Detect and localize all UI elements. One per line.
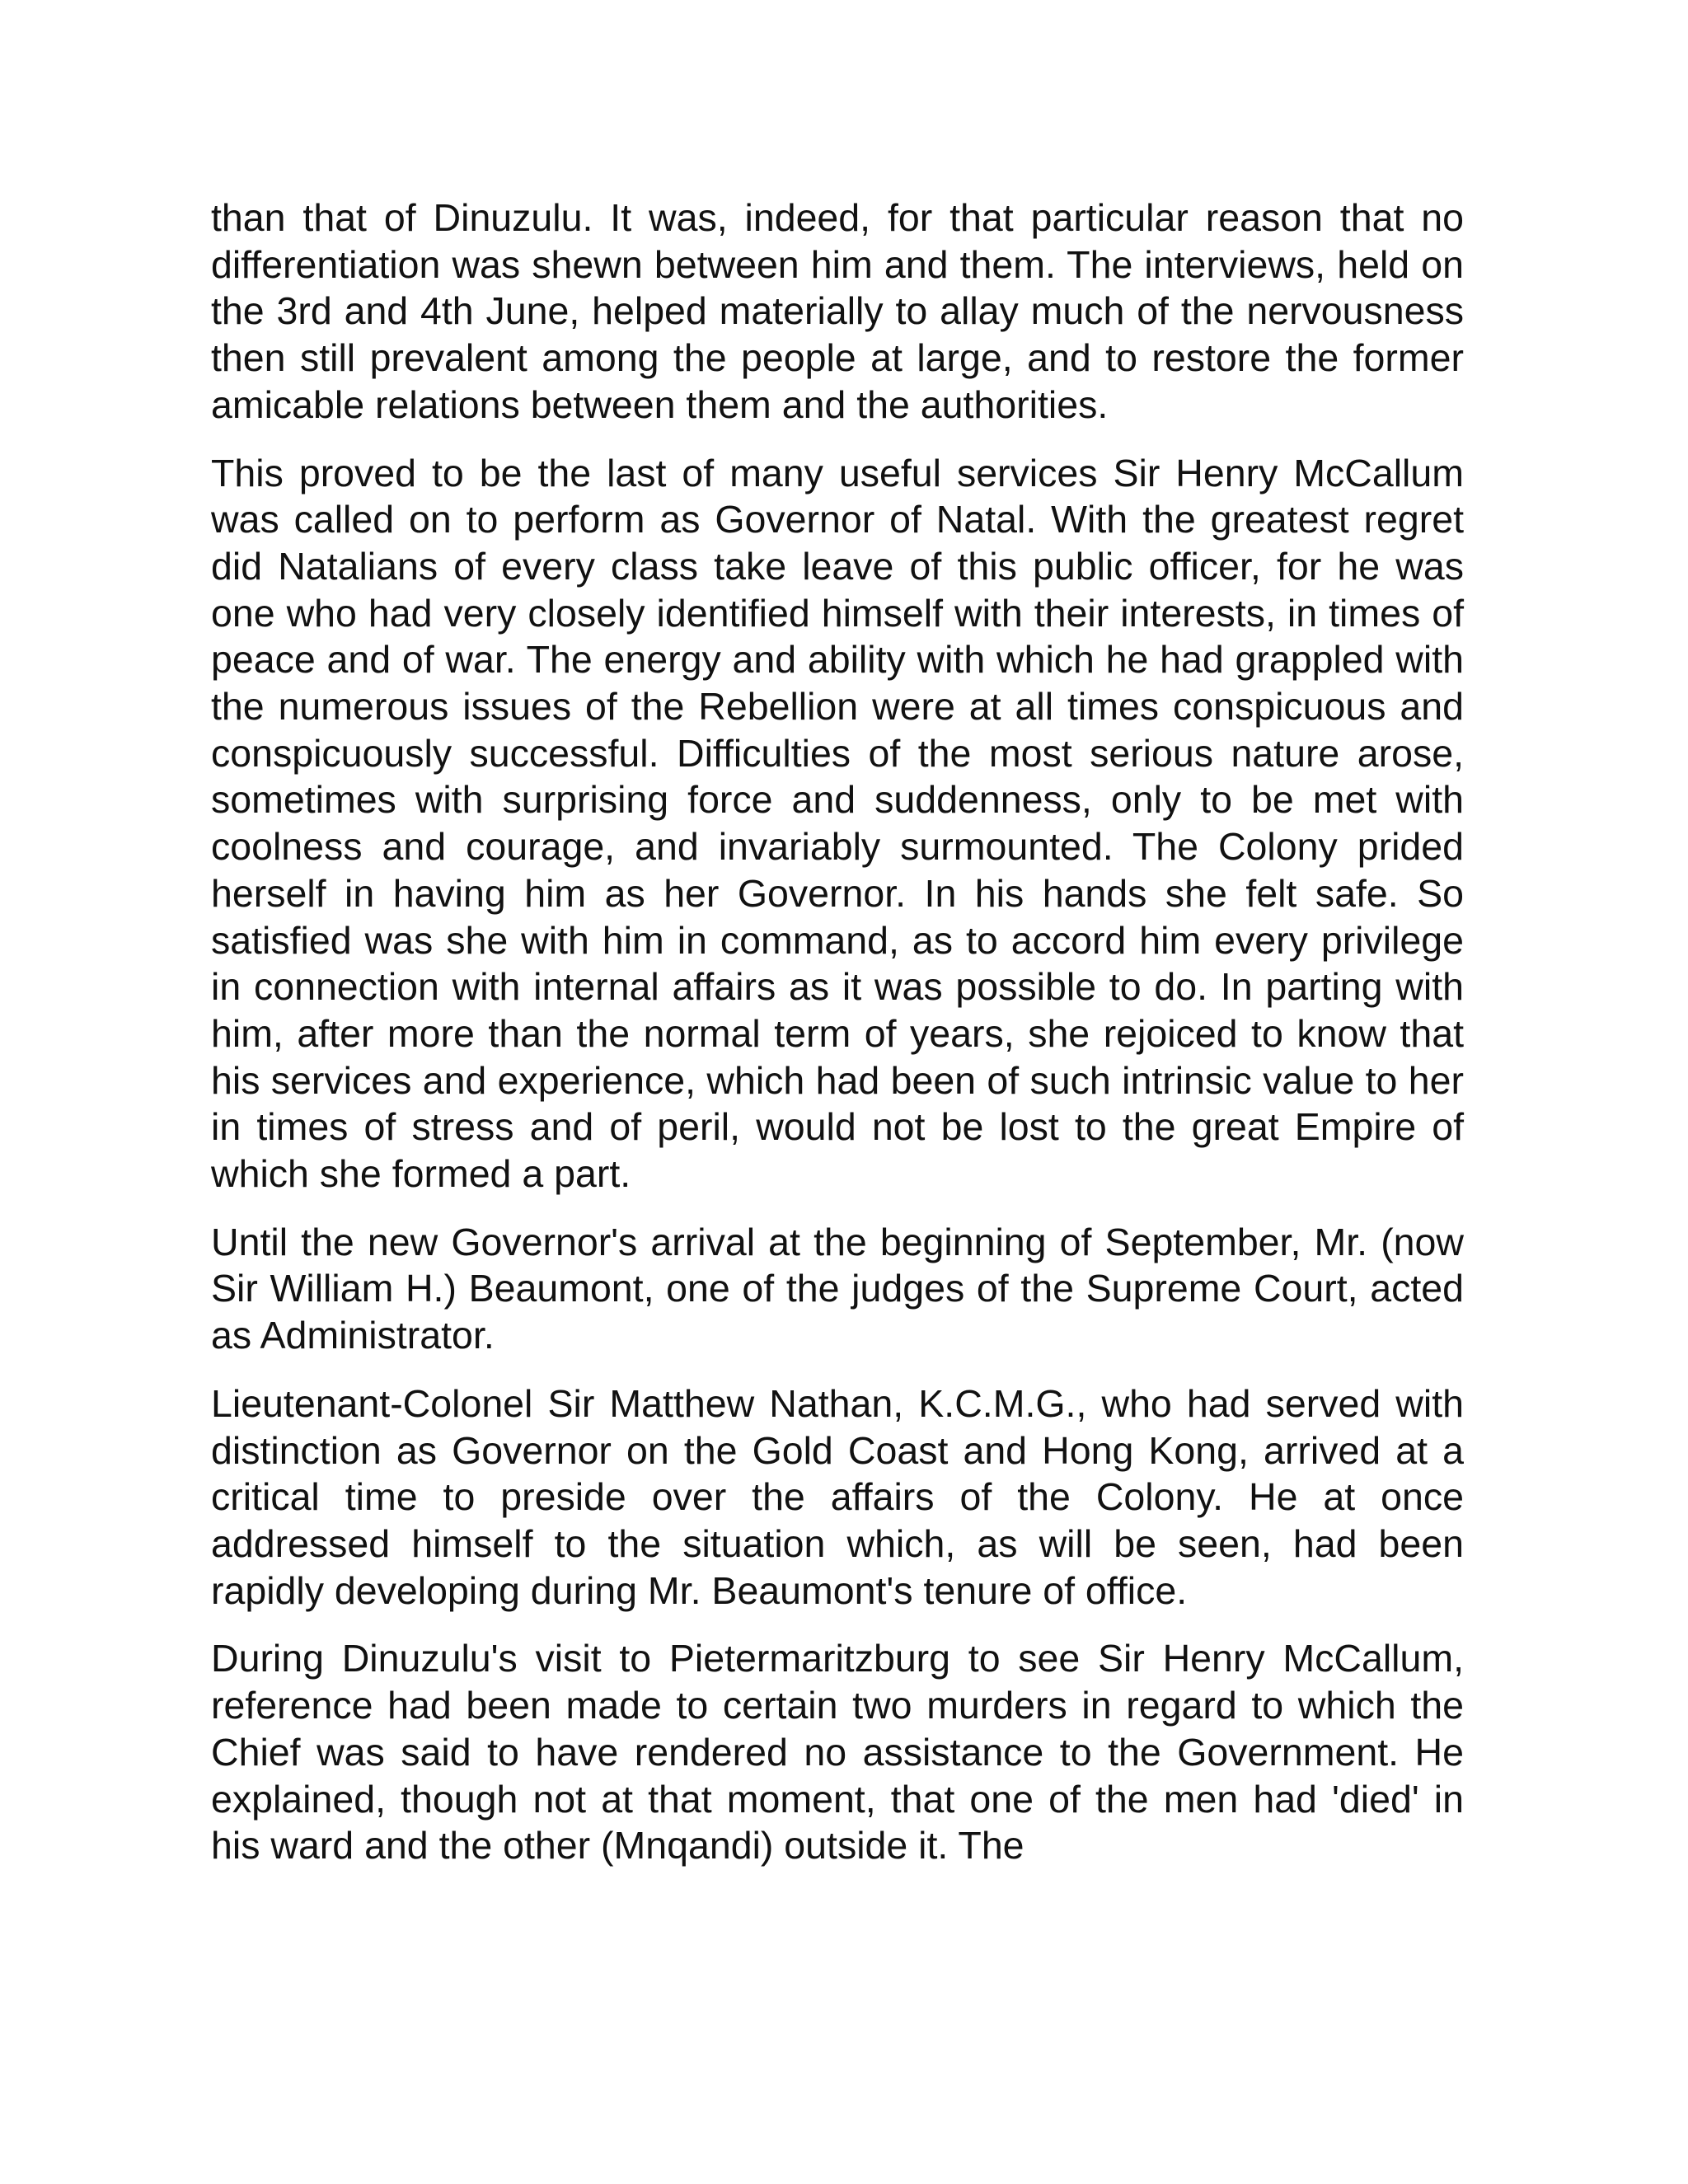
paragraph-5: During Dinuzulu's visit to Pietermaritzburg to see Sir Henry McCallum, reference had been made to certain two murders in regard to which the Chief was said to have rendered no assistance to the Government. He explained, though not at that moment, that one of the men had 'died' in his ward and the other (Mnqandi) outside it. The <box>211 1637 1464 1868</box>
paragraph-3: Until the new Governor's arrival at the beginning of September, Mr. (now Sir William H.) Beaumont, one of the judges of the Supreme Court, acted as Administrator. <box>211 1220 1464 1357</box>
paragraph-2: This proved to be the last of many useful services Sir Henry McCallum was called on to perform as Governor of Natal. With the greatest regret did Natalians of every class take leave of this public officer, for he was one who had very closely identified himself with their interests, in times of peace and of war. The energy and ability with which he had grappled with the numerous issues of the Rebellion were at all times conspicuous and conspicuously successful. Difficulties of the most serious nature arose, sometimes with surprising force and suddenness, only to be met with coolness and courage, and invariably surmounted. The Colony prided herself in having him as her Governor. In his hands she felt safe. So satisfied was she with him in command, as to accord him every privilege in connection with internal affairs as it was possible to do. In parting with him, after more than the normal term of years, she rejoiced to know that his services and experience, which had been of such intrinsic value to her in times of stress and of peril, would not be lost to the great Empire of which she formed a part. <box>211 451 1464 1196</box>
paragraph-1: than that of Dinuzulu. It was, indeed, for that particular reason that no differentiation was shewn between him and them. The interviews, held on the 3rd and 4th June, helped materially to allay much of the nervousness then still prevalent among the people at large, and to restore the former amicable relations between them and the authorities. <box>211 196 1464 426</box>
body-text <box>211 194 1464 1891</box>
paragraph-4: Lieutenant-Colonel Sir Matthew Nathan, K.C.M.G., who had served with distinction as Governor on the Gold Coast and Hong Kong, arrived at a critical time to preside over the affairs of the Colony. He at once addressed himself to the situation which, as will be seen, had been rapidly developing during Mr. Beaumont's tenure of office. <box>211 1381 1464 1612</box>
